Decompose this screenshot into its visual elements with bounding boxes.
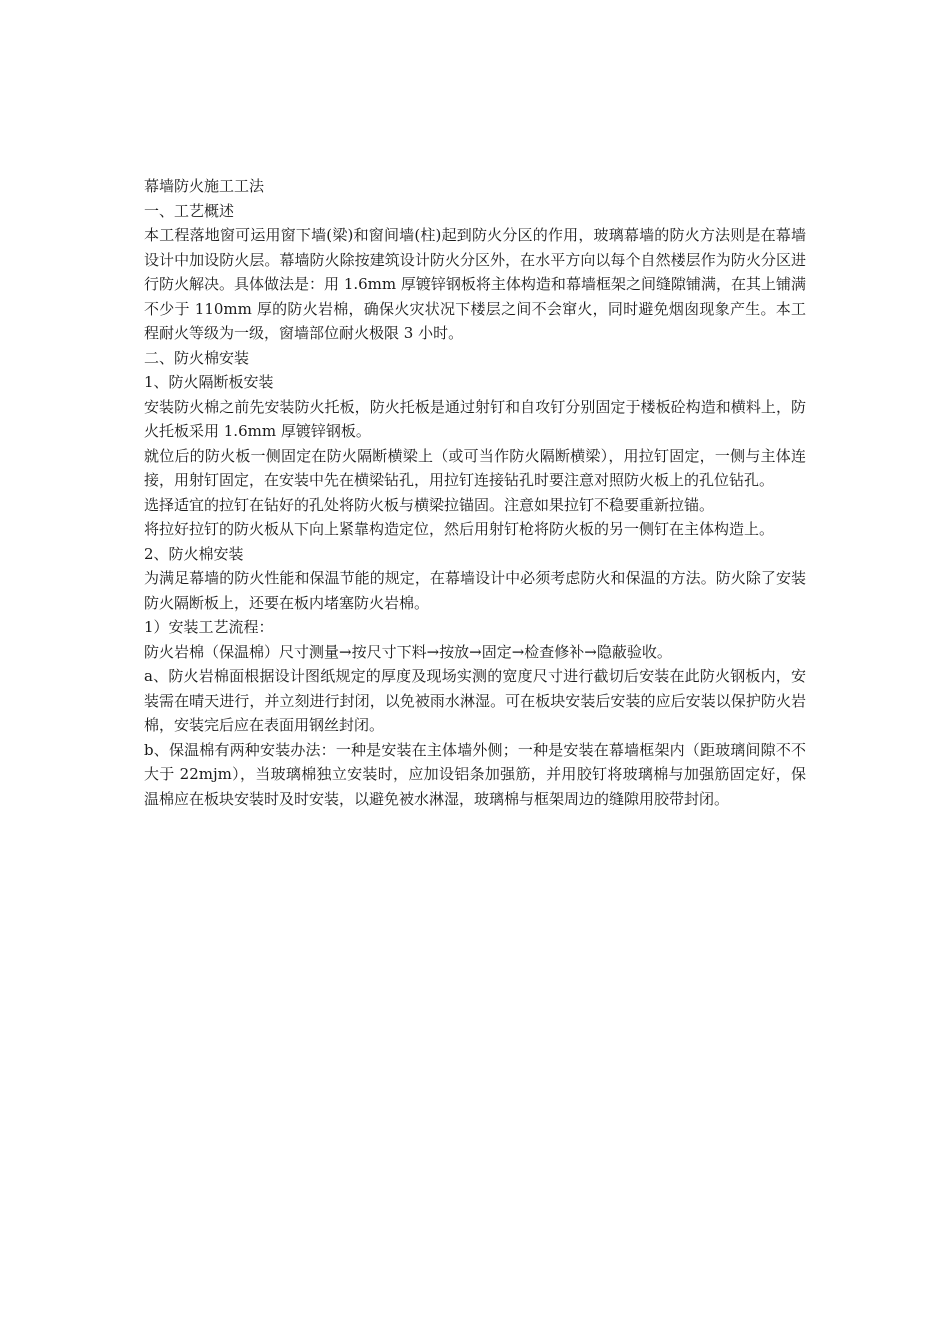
section-heading-installation: 二、防火棉安装 bbox=[144, 348, 250, 367]
list-item-b: b、保温棉有两种安装办法：一种是安装在主体墙外侧；一种是安装在幕墙框架内（距玻璃间隙不不大于 22mjm），当玻璃棉独立安装时，应加设铝条加强筋，并用胶钉将玻璃棉与加强筋固定好，保温棉应在板块安装时及时安装，以避免被水淋湿，玻璃棉与框架周边的缝隙用胶带封闭。 bbox=[144, 740, 806, 808]
document-body bbox=[144, 174, 806, 811]
step-heading-process: 1）安装工艺流程： bbox=[144, 618, 274, 636]
paragraph-partition-board-2: 就位后的防火板一侧固定在防火隔断横梁上（或可当作防火隔断横梁），用拉钉固定，一侧与主体连接，用射钉固定，在安装中先在横梁钻孔，用拉钉连接钻孔时要注意对照防火板上的孔位钻孔。 bbox=[144, 446, 806, 489]
paragraph-partition-board-1: 安装防火棉之前先安装防火托板，防火托板是通过射钉和自攻钉分别固定于楼板砼构造和横料上，防火托板采用 1.6mm 厚镀锌钢板。 bbox=[144, 397, 806, 440]
paragraph-partition-board-4: 将拉好拉钉的防火板从下向上紧靠构造定位，然后用射钉枪将防火板的另一侧钉在主体构造上。 bbox=[144, 520, 775, 538]
paragraph-partition-board-3: 选择适宜的拉钉在钻好的孔处将防火板与横梁拉锚固。注意如果拉钉不稳要重新拉锚。 bbox=[144, 495, 715, 514]
list-item-a: a、防火岩棉面根据设计图纸规定的厚度及现场实测的宽度尺寸进行截切后安装在此防火钢板内，安装需在晴天进行，并立刻进行封闭，以免被雨水淋湿。可在板块安装后安装的应后安装以保护防火岩棉，安装完后应在表面用钢丝封闭。 bbox=[144, 667, 806, 734]
paragraph-process-flow: 防火岩棉（保温棉）尺寸测量→按尺寸下料→按放→固定→检查修补→隐蔽验收。 bbox=[144, 642, 672, 661]
paragraph-fire-wool-1: 为满足幕墙的防火性能和保温节能的规定，在幕墙设计中必须考虑防火和保温的方法。防火除了安装防火隔断板上，还要在板内堵塞防火岩棉。 bbox=[144, 569, 806, 612]
paragraph-overview: 本工程落地窗可运用窗下墙(梁)和窗间墙(柱)起到防火分区的作用，玻璃幕墙的防火方法则是在幕墙设计中加设防火层。幕墙防火除按建筑设计防火分区外，在水平方向以每个自然楼层作为防火分区进行防火解决。具体做法是：用 1.6mm 厚镀锌钢板将主体构造和幕墙框架之间缝隙铺满，在其上铺满不少于 110mm 厚的防火岩棉，确保火灾状况下楼层之间不会窜火，同时避免烟囱现象产生。本工程耐火等级为一级，窗墙部位耐火极限 3 小时。 bbox=[144, 226, 806, 342]
section-heading-overview: 一、工艺概述 bbox=[144, 201, 235, 220]
subsection-heading-partition-board: 1、防火隔断板安装 bbox=[144, 373, 274, 391]
document-title: 幕墙防火施工工法 bbox=[144, 177, 265, 195]
subsection-heading-fire-wool: 2、防火棉安装 bbox=[144, 544, 244, 563]
